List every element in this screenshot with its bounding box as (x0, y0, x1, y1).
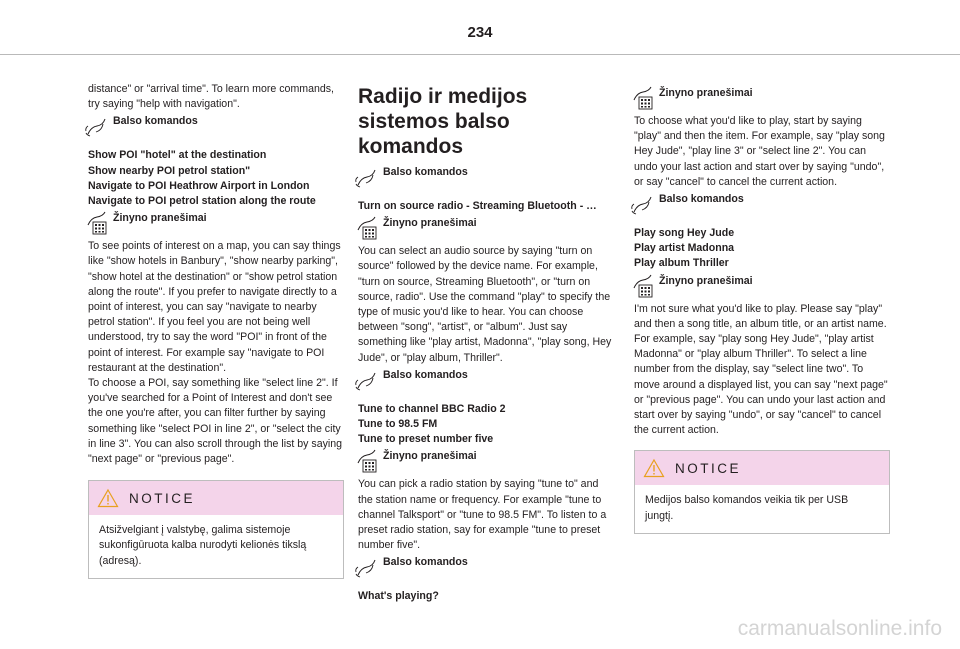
notice-header (89, 481, 343, 515)
notice-box (634, 450, 890, 533)
help-messages-label: Žinyno pranešimai (634, 274, 890, 298)
notice-title: NOTICE (675, 460, 742, 476)
help-messages-label: Žinyno pranešimai (358, 216, 614, 240)
voice-commands-label: Balso komandos (358, 555, 614, 579)
help-messages-label: Žinyno pranešimai (358, 449, 614, 473)
voice-icon (352, 368, 382, 392)
command-line: Tune to channel BBC Radio 2 (358, 402, 506, 415)
notice-box (88, 480, 344, 579)
help-text: To choose a POI, say something like "select line 2". If you've searched for a Point of Interest and don't see the one you're after, you can filter further by saying something like "select POI in line 2", or "select the city in line 3". You can also scroll through the list by saying "next page" or "previous page". (88, 377, 343, 466)
intro-text: distance" or "arrival time". To learn more commands, try saying "help with navigation". (88, 83, 335, 111)
help-text: To see points of interest on a map, you can say things like "show hotels in Banbury", "show nearby parking", "show hotel at the destination" or "show petrol station along the route". If you prefer to navigate directly to a point of interest, you can say "navigate to nearby petrol station". If you feel you are not being well understood, try to say the word "POI" in front of the point of interest. For example say "navigate to POI restaurant at the destination". (88, 240, 341, 374)
help-text: To choose what you'd like to play, start by saying "play" and then the item. For example, say "play song Hey Jude", "play line 3" or "select line 2". You can undo your last action and start over by saying "undo", or say "cancel" to cancel the current action. (634, 115, 885, 188)
section-heading: Radijo ir medijos sistemos balso komandos (358, 85, 528, 158)
command-line: Tune to preset number five (358, 433, 494, 446)
voice-commands-label: Balso komandos (358, 368, 614, 392)
notice-body: Atsižvelgiant į valstybę, galima sistemoje sukonfigūruota kalba nurodyti kelionės tikslą (adresą). (99, 524, 307, 567)
voice-help-icon (628, 86, 658, 110)
command-line: What's playing? (358, 590, 439, 603)
column-3 (634, 82, 890, 534)
command-line: Show nearby POI petrol station" (88, 164, 251, 177)
voice-icon (352, 165, 382, 189)
page-number: 234 (467, 24, 493, 41)
command-line: Play song Hey Jude (634, 227, 735, 240)
help-text: I'm not sure what you'd like to play. Please say "play" and then a song title, an album title, or an artist name. For example, say "play song Hey Jude", "play artist Madonna" or "play album Thriller". To select a line number from the display, say "select line two". To move around a displayed list, you can say "next page" or "previous page". You can undo your last action and start over by saying "undo", or say "cancel" to cancel the current action. (634, 302, 888, 437)
command-line: Show POI "hotel" at the destination (88, 149, 267, 162)
voice-help-icon (628, 274, 658, 298)
notice-body: Medijos balso komandos veikia tik per USB jungtį. (645, 494, 849, 522)
command-line: Play artist Madonna (634, 242, 735, 255)
notice-title: NOTICE (129, 490, 196, 506)
voice-commands-label: Balso komandos (358, 165, 614, 189)
command-line: Turn on source radio - Streaming Bluetooth - … (358, 200, 597, 212)
voice-icon (82, 114, 112, 138)
voice-help-icon (82, 211, 112, 235)
voice-commands-label: Balso komandos (634, 192, 890, 216)
voice-commands-label: Balso komandos (88, 114, 344, 138)
watermark: carmanualsonline.info (737, 617, 942, 640)
help-messages-label: Žinyno pranešimai (634, 86, 890, 110)
help-messages-label: Žinyno pranešimai (88, 211, 344, 235)
header-divider (0, 54, 960, 55)
notice-header (635, 451, 889, 485)
column-1 (88, 82, 344, 579)
command-line: Navigate to POI Heathrow Airport in London (88, 179, 310, 192)
column-2 (358, 82, 614, 605)
help-text: You can select an audio source by saying "turn on source" followed by the device name. For example, "turn on source, Streaming Bluetooth", or "turn on source, radio". Use the command "play" to specify the type of music you'd like to hear. You can choose between "song", "artist", or "album". Just say something like "play artist, Madonna", "play song, Hey Jude", or "play album, Thriller". (358, 245, 612, 364)
command-line: Navigate to POI petrol station along the route (88, 195, 316, 208)
help-text: You can pick a radio station by saying "tune to" and the station name or frequency. For example "tune to channel Talksport" or "tune to 98.5 FM". To listen to a preset radio station, say for example "tune to preset number five". (358, 478, 607, 552)
command-line: Play album Thriller (634, 257, 729, 270)
voice-help-icon (352, 216, 382, 240)
voice-help-icon (352, 449, 382, 473)
warning-icon (643, 458, 665, 478)
voice-icon (628, 192, 658, 216)
voice-icon (352, 555, 382, 579)
warning-icon (97, 488, 119, 508)
command-line: Tune to 98.5 FM (358, 418, 438, 431)
